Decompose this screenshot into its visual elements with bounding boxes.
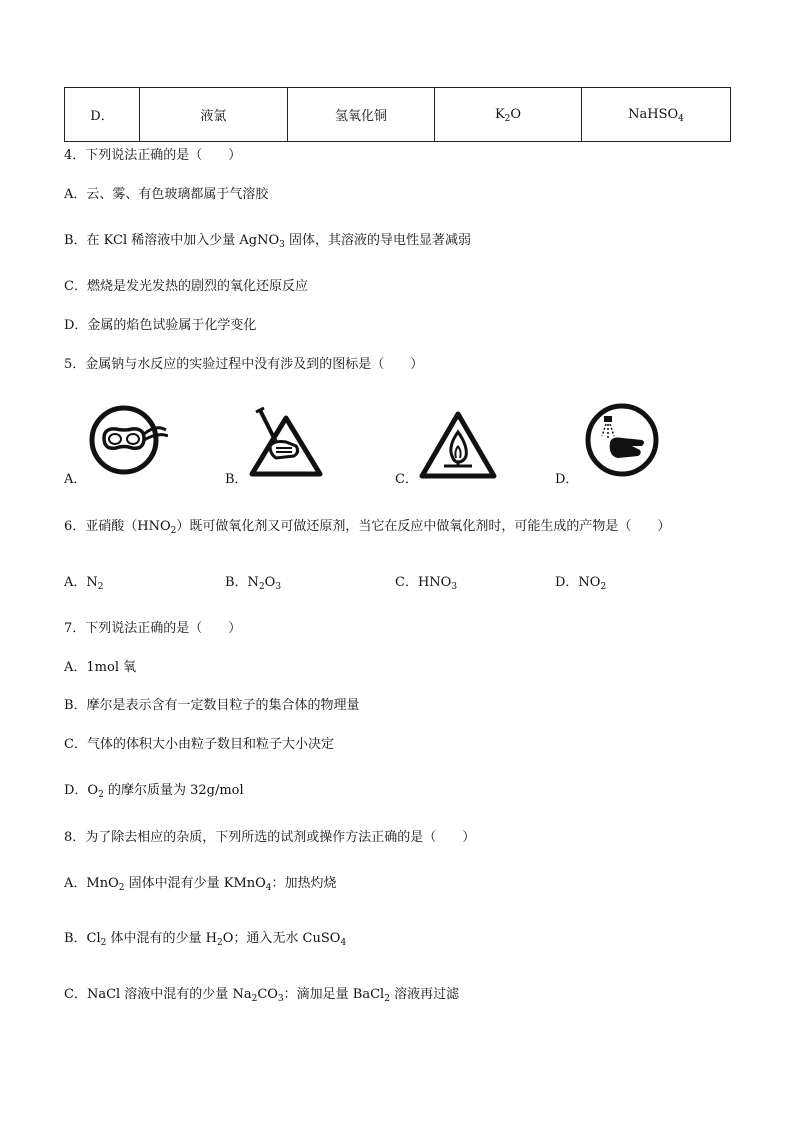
q5-label-b: B．	[225, 472, 248, 487]
q5-stem: 5．金属钠与水反应的实验过程中没有涉及到的图标是（ ）	[64, 357, 424, 372]
q7-option-d: D．$O_2$ 的摩尔质量为 32g/mol	[64, 783, 244, 800]
cell-copper-hydroxide: 氢氧化铜	[288, 88, 435, 142]
cell-k2o: $K_2O$	[435, 88, 582, 142]
q5-label-a: A．	[64, 472, 87, 487]
goggles-icon	[88, 402, 168, 482]
flame-icon	[418, 402, 498, 482]
q7-option-b: B．摩尔是表示含有一定数目粒子的集合体的物理量	[64, 698, 360, 713]
q7-stem: 7．下列说法正确的是（ ）	[64, 621, 242, 636]
q4-stem: 4．下列说法正确的是（ ）	[64, 148, 242, 163]
cell-liquid-chlorine: 液氯	[140, 88, 288, 142]
hot-hand-icon	[246, 402, 326, 482]
q6-option-c: C．$HNO_3$	[395, 575, 458, 592]
q6-stem: 6．亚硝酸$(HNO_2)$既可做氧化剂又可做还原剂，当它在反应中做氧化剂时，可能生成的产物是（ ）	[64, 519, 671, 536]
q7-option-a: A．1mol 氧	[64, 660, 137, 675]
q4-option-d: D．金属的焰色试验属于化学变化	[64, 318, 257, 333]
q8-option-a: A．MnO$_2$ 固体中混有少量 KMnO$_4$：加热灼烧	[64, 876, 337, 893]
q4-option-c: C．燃烧是发光发热的剧烈的氧化还原反应	[64, 279, 308, 294]
q6-option-b: B．$N_2O_3$	[225, 575, 282, 592]
hand-wash-icon	[582, 402, 662, 482]
cell-nahso4: NaHSO$_4$	[582, 88, 731, 142]
q7-option-c: C．气体的体积大小由粒子数目和粒子大小决定	[64, 737, 334, 752]
q5-label-c: C．	[395, 472, 418, 487]
q6-option-a: A．$N_2$	[64, 575, 104, 592]
table-row	[65, 88, 731, 142]
options-table	[64, 87, 731, 142]
q4-option-a: A．云、雾、有色玻璃都属于气溶胶	[64, 187, 269, 202]
q4-option-b: B．在 KCl 稀溶液中加入少量 AgNO$_3$ 固体，其溶液的导电性显著减弱	[64, 233, 472, 250]
q8-option-c: C．NaCl 溶液中混有的少量 $Na_2CO_3$：滴加足量 BaCl$_2$ 溶液再过滤	[64, 987, 460, 1004]
q8-stem: 8．为了除去相应的杂质，下列所选的试剂或操作方法正确的是（ ）	[64, 830, 476, 845]
q8-option-b: B．$Cl_2$ 体中混有的少量 $H_2O$；通入无水 CuSO$_4$	[64, 931, 347, 948]
q5-label-d: D．	[555, 472, 579, 487]
row-label: D．	[65, 88, 140, 142]
q6-option-d: D．$NO_2$	[555, 575, 607, 592]
